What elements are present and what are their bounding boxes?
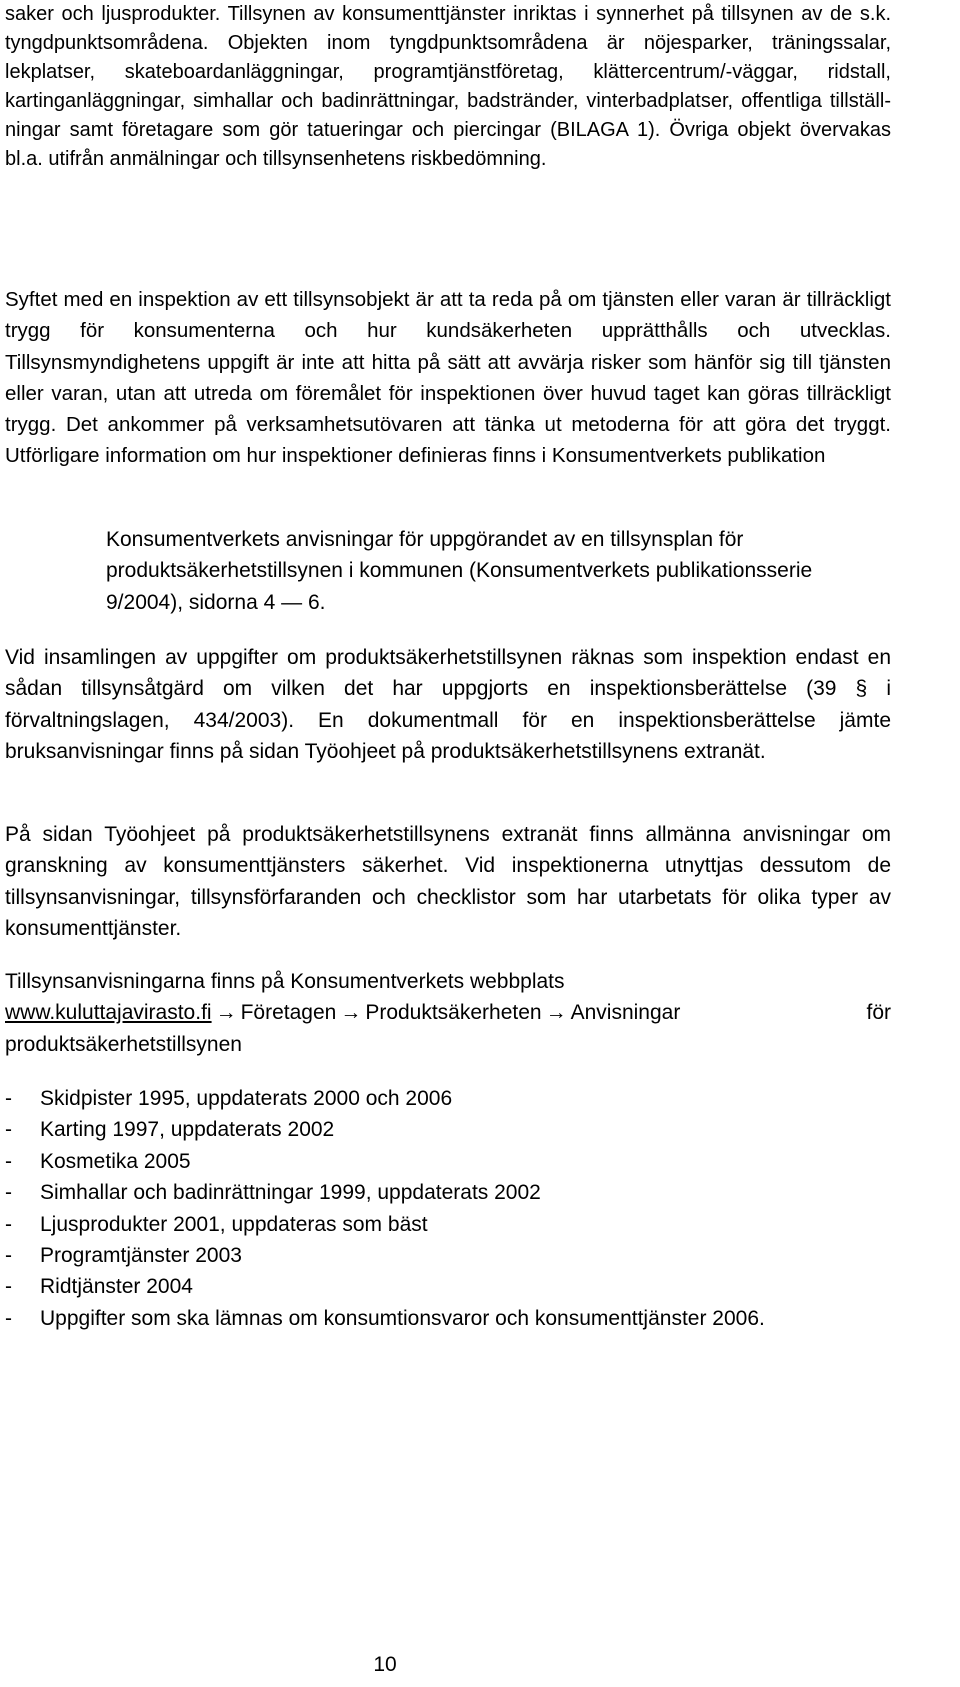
dash-bullet: - <box>5 1275 12 1299</box>
list-item <box>5 1083 891 1114</box>
dash-bullet: - <box>5 1244 12 1268</box>
dash-bullet: - <box>5 1087 12 1110</box>
paragraph-tyoohjeet: På sidan Työohjeet på produktsäkerhetstillsynens extranät finns allmänna anvisningar om granskning av konsumenttjänsters säkerhet. Vid inspektionerna utnyttjas dessutom de tillsynsanvisningar, tillsynsförfaranden och checklistor som har utarbetats för olika typer av konsumenttjänster. <box>5 823 891 941</box>
dash-bullet: - <box>5 1181 12 1205</box>
path-produktsakerheten: Produktsäkerheten <box>365 1001 542 1025</box>
list-item <box>5 1209 891 1240</box>
list-item-text: Kosmetika 2005 <box>40 1149 191 1173</box>
list-item <box>5 1177 891 1208</box>
paragraph-insamling-av-uppgifter: Vid insamlingen av uppgifter om produktsäkerhetstillsynen räknas som inspektion endast en sådan tillsynsåtgärd om vilken det har uppgjorts en inspektionsberättelse (39 § i förvaltningslagen, 434/2003). En dokumentmall för en inspektionsberättelse jämte bruksanvisningar finns på sidan Työohjeet på produktsäkerhetstillsynens extranät. <box>5 646 891 764</box>
path-foretagen: Företagen <box>240 1001 337 1025</box>
publication-reference-quote: Konsumentverkets anvisningar för uppgörandet av en tillsynsplan för produktsäkerhetstillsynen i kommunen (Konsumentverkets publikationsserie 9/2004), sidorna 4 — 6. <box>106 528 813 614</box>
list-item <box>5 1146 891 1177</box>
tillsynsanvisningar-intro: Tillsynsanvisningarna finns på Konsumentverkets webbplats <box>5 970 565 993</box>
paragraph-syftet-med-inspektion: Syftet med en inspektion av ett tillsynsobjekt är att ta reda på om tjänsten eller varan är tillräckligt trygg för konsumenterna och hur kundsäkerheten upprätthålls och utvecklas. Tillsynsmyndighetens uppgift är inte att hitta på sätt att avvärja risker som hänför sig till tjänsten eller varan, utan att utreda om föremålet för inspektionen över huvud taget kan göras tillräckligt trygg. Det ankommer på verksamhetsutövaren att tänka ut metoderna för att göra det tryggt. Utförligare information om hur inspektioner definieras finns i Konsumentverkets publikation <box>5 288 891 468</box>
list-item <box>5 1271 891 1302</box>
list-item-text: Simhallar och badinrättningar 1999, uppdaterats 2002 <box>40 1181 541 1205</box>
path-anvisningar: Anvisningar för produktsäkerhetstillsynen <box>5 1001 891 1056</box>
list-item-text: Skidpister 1995, uppdaterats 2000 och 2006 <box>40 1087 453 1110</box>
list-item-text: Programtjänster 2003 <box>40 1244 242 1268</box>
list-item-text: Karting 1997, uppdaterats 2002 <box>40 1118 335 1142</box>
page-number: 10 <box>373 1653 397 1676</box>
list-item <box>5 1114 891 1145</box>
dash-bullet: - <box>5 1149 12 1173</box>
right-arrow-icon: → <box>340 1001 362 1025</box>
website-link[interactable]: www.kuluttajavirasto.fi <box>5 1001 212 1025</box>
paragraph-tillsynsanvisningar <box>5 966 891 1060</box>
right-arrow-icon: → <box>215 1001 237 1025</box>
list-item <box>5 1240 891 1271</box>
list-item <box>5 1303 891 1334</box>
list-item-text: Ridtjänster 2004 <box>40 1275 193 1299</box>
right-arrow-icon: → <box>545 1001 567 1025</box>
dash-bullet: - <box>5 1118 12 1142</box>
dash-bullet: - <box>5 1212 12 1236</box>
guideline-list <box>5 1083 891 1334</box>
list-item-text: Ljusprodukter 2001, uppdateras som bäst <box>40 1212 428 1236</box>
paragraph-tyngdpunktsomraden: saker och ljusprodukter. Tillsynen av konsumenttjänster inriktas i synnerhet på tillsynen av de s.k. tyngdpunktsområdena. Objekten inom tyngdpunktsområdena är nöjesparker, träningssalar, lekplatser, skateboardanläggningar, programtjänstföretag, klättercentrum/-väggar, ridstall, kartinganläggningar, simhallar och badinrättningar, badstränder, vinterbadplatser, offentliga tillställningar samt företagare som gör tatueringar och piercingar (BILAGA 1). Övriga objekt övervakas bl.a. utifrån anmälningar och tillsynsenhetens riskbedömning. <box>5 3 891 171</box>
list-item-text: Uppgifter som ska lämnas om konsumtionsvaror och konsumenttjänster 2006. <box>40 1306 765 1330</box>
dash-bullet: - <box>5 1306 12 1330</box>
